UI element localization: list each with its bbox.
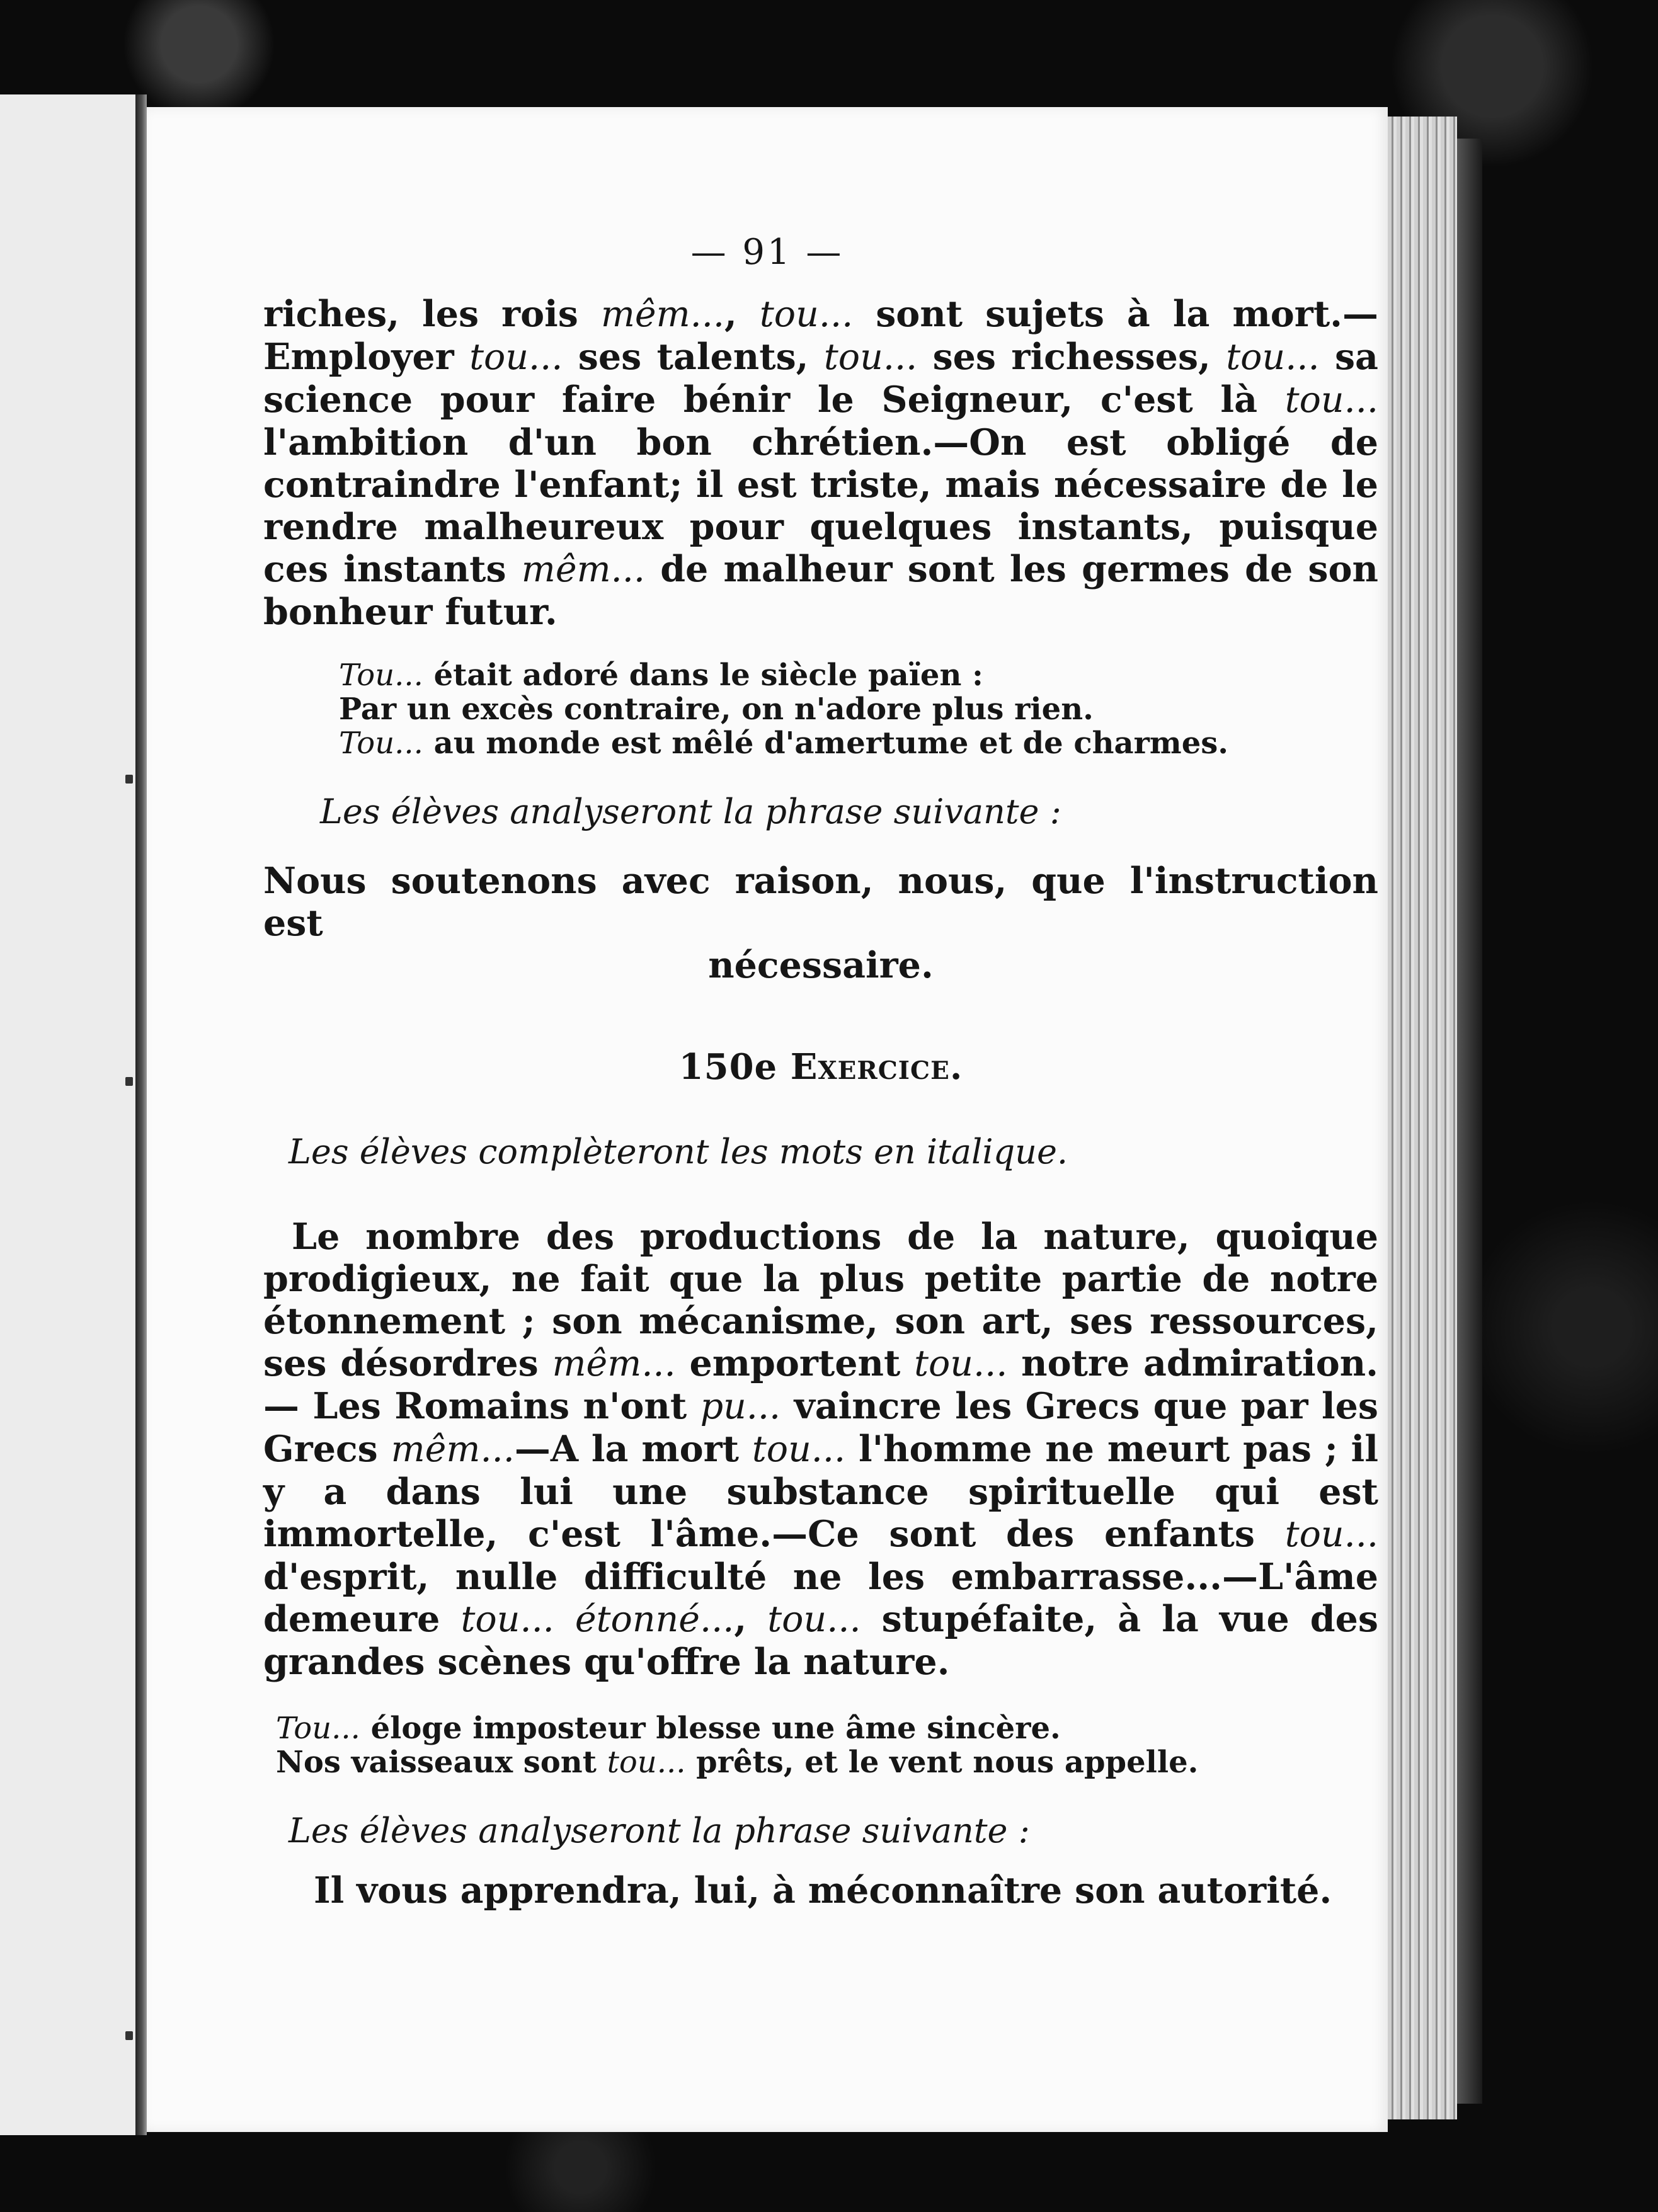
book-cover-edge (1457, 139, 1482, 2104)
print-mark (125, 1077, 133, 1086)
analysis-sentence: Il vous apprendra, lui, à méconnaître son autorité. (314, 1869, 1332, 1912)
verse-line: Tou... était adoré dans le siècle païen : (339, 658, 983, 693)
page-content (263, 293, 1378, 1912)
facing-page-edge (0, 94, 135, 2135)
page-number: — 91 — (690, 232, 844, 273)
verse-line: Nos vaisseaux sont tou... prêts, et le vent nous appelle. (276, 1745, 1199, 1780)
book-page (147, 107, 1388, 2132)
book-gutter (135, 94, 147, 2135)
instruction-analysis: Les élèves analyseront la phrase suivante : (289, 1811, 1030, 1850)
print-mark (125, 775, 133, 784)
exercise-paragraph: Le nombre des productions de la nature, quoique prodigieux, ne fait que la plus petite partie de notre étonnement ; son mécanisme, son art, ses ressources, ses désordres mêm... emportent tou... notre admiration.— Les Romains n'ont pu... vaincre les Grecs que par les Grecs mêm...—A la mort tou... l'homme ne meurt pas ; il y a dans lui une substance spirituelle qui est immortelle, c'est l'âme.—Ce sont des enfants tou... d'esprit, nulle difficulté ne les embarrasse...—L'âme demeure tou... étonné..., tou... stupéfaite, à la vue des grandes scènes qu'offre la nature. (263, 1216, 1378, 1683)
print-mark (125, 2031, 133, 2040)
analysis-sentence: Nous soutenons avec raison, nous, que l'instruction est (263, 860, 1378, 944)
instruction-complete: Les élèves complèteront les mots en italique. (289, 1132, 1068, 1172)
verse-line: Par un excès contraire, on n'adore plus rien. (339, 692, 1094, 727)
verse-line: Tou... au monde est mêlé d'amertume et de charmes. (339, 726, 1228, 761)
paragraph-continued: riches, les rois mêm..., tou... sont sujets à la mort.— Employer tou... ses talents, tou... ses richesses, tou... sa science pour faire bénir le Seigneur, c'est là tou... l'ambition d'un bon chrétien.—On est obligé de contraindre l'enfant; il est triste, mais nécessaire de le rendre malheureux pour quelques instants, puisque ces instants mêm... de malheur sont les germes de son bonheur futur. (263, 293, 1378, 633)
instruction-analysis: Les élèves analyseront la phrase suivante : (320, 792, 1061, 831)
analysis-sentence-end: nécessaire. (708, 944, 934, 986)
page-stack-edge (1388, 117, 1457, 2119)
exercise-heading: 150e Exercice. (678, 1046, 963, 1088)
verse-line: Tou... éloge imposteur blesse une âme sincère. (276, 1711, 1061, 1746)
